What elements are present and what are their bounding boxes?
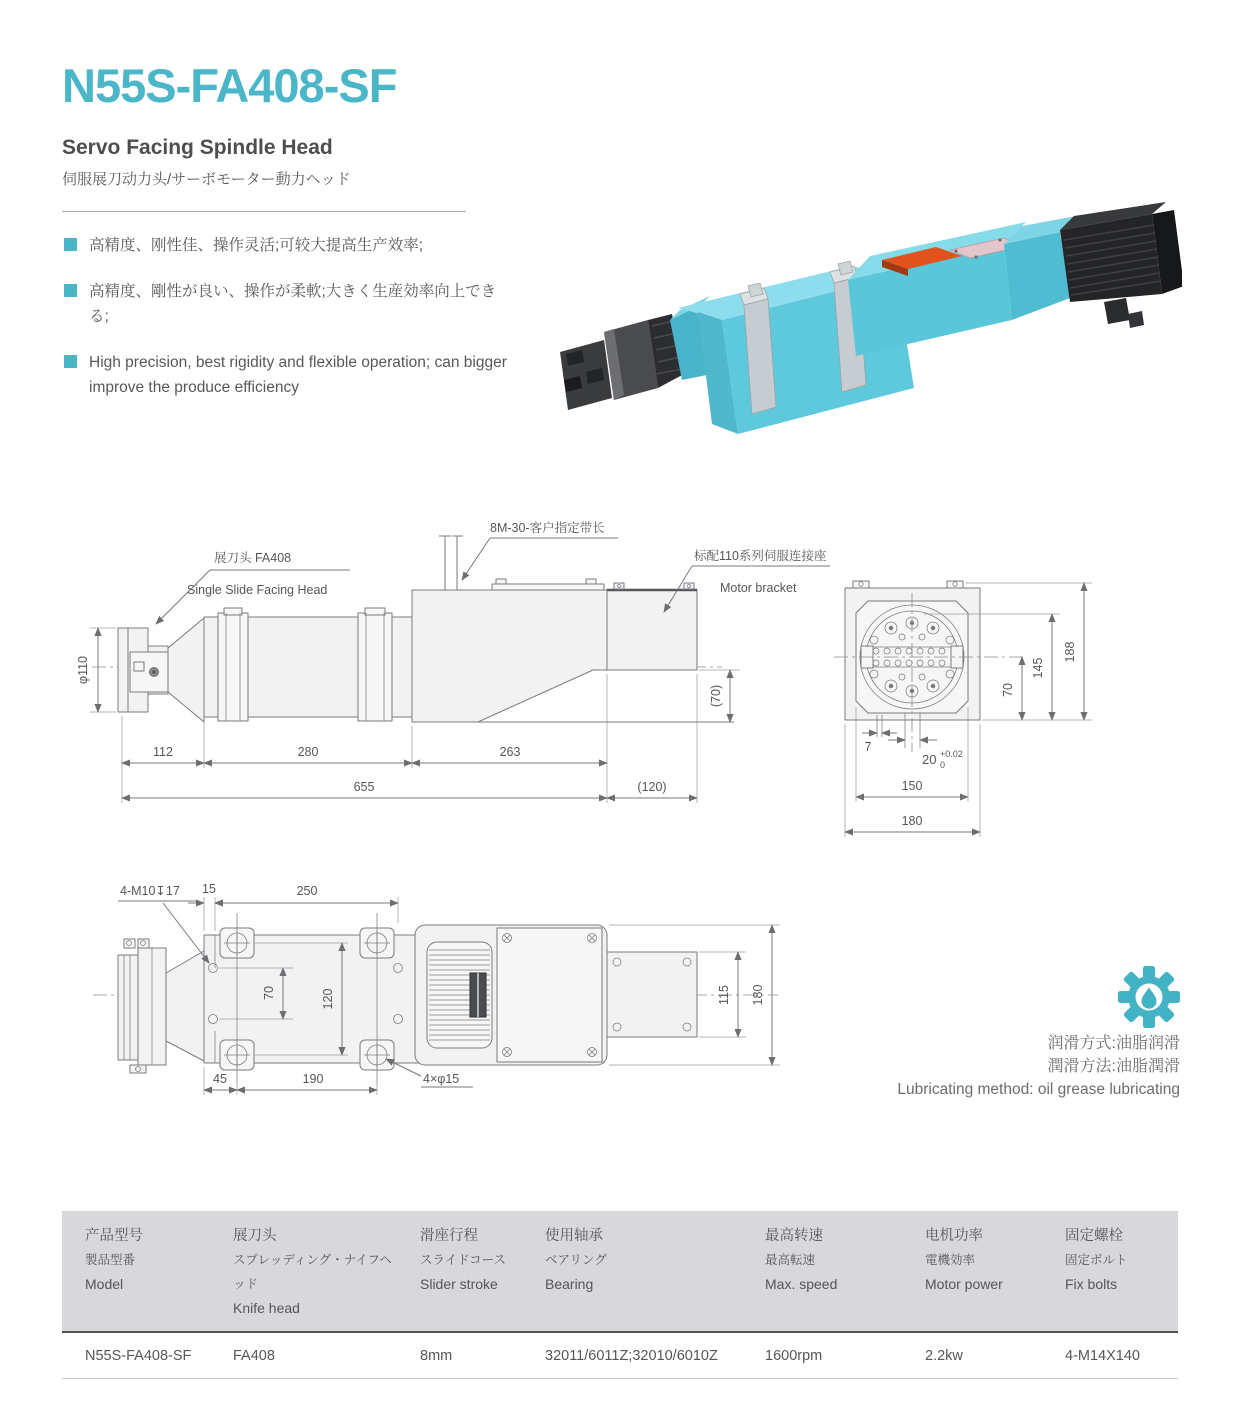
label-facing-head-cn: 展刀头 FA408 <box>214 551 292 565</box>
chuck-assembly <box>560 314 685 410</box>
feature-list <box>62 233 514 422</box>
dim-20-tol-upper: +0.02 <box>940 749 963 759</box>
dim-70: 70 <box>1001 683 1015 697</box>
value-knife-head: FA408 <box>233 1348 275 1364</box>
feature-item <box>62 279 514 329</box>
col-header-bearing: 使用轴承 ベアリング Bearing <box>545 1228 607 1292</box>
header-divider <box>62 211 466 212</box>
dim-190: 190 <box>302 1072 324 1086</box>
servo-motor <box>1060 202 1182 328</box>
lubrication-note <box>800 1032 1180 1101</box>
value-max-speed: 1600rpm <box>765 1348 823 1364</box>
end-view-machine <box>834 581 1027 752</box>
dim-120: 120 <box>321 988 335 1010</box>
feature-bullet-square <box>64 284 77 297</box>
product-photo <box>552 202 1182 452</box>
label-bracket-cn: 标配110系列伺服连接座 <box>694 549 827 563</box>
side-view-machine <box>118 579 734 722</box>
page-subtitle-cjk: 伺服展刀动力头/サーボモーター動力ヘッド <box>62 171 351 188</box>
col-header-slider-stroke: 滑座行程 スライドコース Slider stroke <box>420 1228 507 1292</box>
dim-655: 655 <box>353 780 375 794</box>
dim-112: 112 <box>153 745 173 759</box>
dim-150: 150 <box>901 779 923 793</box>
value-motor-power: 2.2kw <box>925 1348 963 1364</box>
dim-20: 20 <box>922 752 937 767</box>
lubrication-gear-icon <box>1116 964 1182 1030</box>
label-m10: 4-M10↧17 <box>120 884 180 898</box>
col-header-model: 产品型号 製品型番 Model <box>85 1228 143 1292</box>
dim-115: 115 <box>717 985 731 1005</box>
label-belt: 8M-30-客户指定带长 <box>490 521 605 535</box>
label-facing-head-en: Single Slide Facing Head <box>187 583 328 597</box>
col-header-knife-head: 展刀头 スプレッディング・ナイフヘッド Knife head <box>233 1228 392 1316</box>
dim-180: 180 <box>901 814 923 828</box>
feature-bullet-square <box>64 355 77 368</box>
label-4xphi15: 4×φ15 <box>423 1072 460 1086</box>
dim-263: 263 <box>499 745 521 759</box>
feature-text: 高精度、刚性佳、操作灵活;可较大提高生产效率; <box>89 237 424 254</box>
col-header-motor-power: 电机功率 電機効率 Motor power <box>925 1228 1003 1292</box>
feature-text: High precision, best rigidity and flexible operation; can bigger improve the produce efficiency <box>89 354 507 397</box>
dim-280: 280 <box>297 745 319 759</box>
dim-15: 15 <box>202 882 216 896</box>
page-subtitle-en: Servo Facing Spindle Head <box>62 136 333 159</box>
feature-bullet-square <box>64 238 77 251</box>
value-bearing: 32011/6011Z;32010/6010Z <box>545 1348 718 1364</box>
dim-145: 145 <box>1031 657 1045 679</box>
spec-table <box>62 1211 1178 1379</box>
feature-item <box>62 233 514 258</box>
dim-45: 45 <box>213 1072 227 1086</box>
page-title: N55S-FA408-SF <box>62 59 397 112</box>
dim-7: 7 <box>864 740 872 754</box>
technical-drawing-side-and-end-view <box>62 500 1175 850</box>
col-header-fix-bolts: 固定螺栓 固定ボルト Fix bolts <box>1065 1228 1128 1292</box>
col-header-max-speed: 最高转速 最高転速 Max. speed <box>765 1228 838 1292</box>
dim-phi110: φ110 <box>76 655 90 685</box>
lubrication-line-cn: 润滑方式:油脂润滑 <box>1047 1035 1180 1052</box>
dim-120: (120) <box>637 780 667 794</box>
spec-table-header <box>62 1211 1178 1333</box>
value-slider-stroke: 8mm <box>420 1348 453 1364</box>
feature-text: 高精度、剛性が良い、操作が柔軟;大きく生産効率向上できる; <box>89 283 497 326</box>
feature-item <box>62 350 514 400</box>
value-fix-bolts: 4-M14X140 <box>1065 1348 1140 1364</box>
gearbox-riser <box>848 222 1026 356</box>
spec-table-row <box>62 1333 1178 1379</box>
label-bracket-en: Motor bracket <box>720 581 797 595</box>
lubrication-line-en: Lubricating method: oil grease lubricating <box>897 1081 1180 1098</box>
technical-drawing-top-view <box>78 873 793 1113</box>
dim-250: 250 <box>296 884 318 898</box>
top-view-machine <box>118 913 697 1083</box>
dim-70: 70 <box>262 986 276 1000</box>
lubrication-line-jp: 潤滑方法:油脂潤滑 <box>1047 1058 1180 1075</box>
dim-180: 180 <box>751 984 765 1006</box>
dim-70-paren: (70) <box>709 684 723 708</box>
value-model: N55S-FA408-SF <box>85 1348 192 1364</box>
dim-188: 188 <box>1063 641 1077 663</box>
dim-20-tol-lower: 0 <box>940 760 946 770</box>
